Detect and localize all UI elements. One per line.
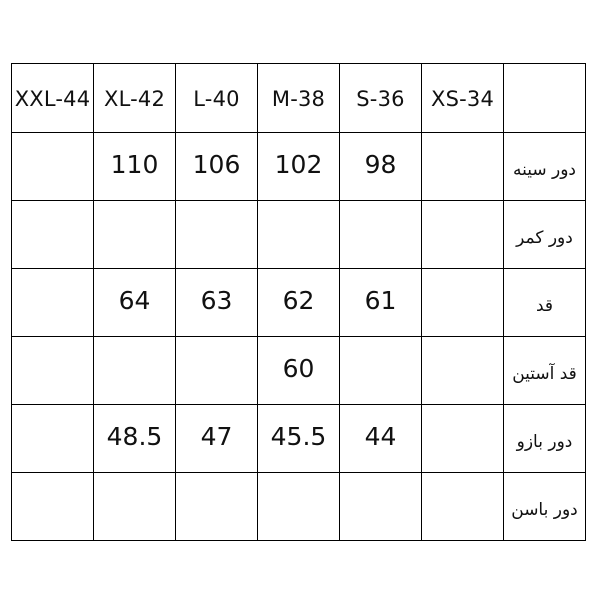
table-cell — [422, 201, 504, 269]
table-cell — [12, 133, 94, 201]
table-row — [12, 473, 586, 541]
table-cell: 106 — [176, 133, 258, 201]
table-cell: 47 — [176, 405, 258, 473]
table-cell: 63 — [176, 269, 258, 337]
table-cell — [12, 473, 94, 541]
table-row — [12, 405, 586, 473]
row-label-cell — [504, 337, 586, 405]
header-cell-l: L-40 — [176, 64, 258, 133]
header-cell-s: S-36 — [340, 64, 422, 133]
row-label: دور کمر — [516, 227, 573, 248]
row-label: قد آستین — [512, 363, 577, 384]
table-cell: 110 — [94, 133, 176, 201]
table-cell: 64 — [94, 269, 176, 337]
table-cell — [258, 473, 340, 541]
table-cell: 60 — [258, 337, 340, 405]
table-row — [12, 269, 586, 337]
header-cell-xl: XL-42 — [94, 64, 176, 133]
table-cell — [422, 269, 504, 337]
row-label-cell — [504, 133, 586, 201]
table-cell — [176, 337, 258, 405]
row-label-cell — [504, 201, 586, 269]
table-cell — [176, 201, 258, 269]
header-cell-xxl: XXL-44 — [12, 64, 94, 133]
row-label-cell — [504, 473, 586, 541]
table-cell — [176, 473, 258, 541]
size-chart-table — [11, 63, 586, 541]
table-cell: 98 — [340, 133, 422, 201]
row-label: دور بازو — [516, 431, 573, 452]
header-cell-xs: XS-34 — [422, 64, 504, 133]
table-cell — [94, 337, 176, 405]
table-cell — [340, 201, 422, 269]
table-cell: 62 — [258, 269, 340, 337]
row-label-cell — [504, 269, 586, 337]
table-cell — [94, 473, 176, 541]
header-row — [12, 64, 586, 133]
table-cell: 61 — [340, 269, 422, 337]
header-cell-m: M-38 — [258, 64, 340, 133]
table-cell — [12, 269, 94, 337]
table-cell — [12, 201, 94, 269]
row-label: قد — [535, 295, 554, 316]
table-cell: 102 — [258, 133, 340, 201]
table-cell — [340, 473, 422, 541]
table-cell — [422, 133, 504, 201]
table-row — [12, 201, 586, 269]
table-cell — [422, 473, 504, 541]
row-label: دور سینه — [512, 159, 576, 180]
table-cell: 45.5 — [258, 405, 340, 473]
table-cell — [94, 201, 176, 269]
table-row — [12, 337, 586, 405]
table-cell — [422, 337, 504, 405]
row-label-cell — [504, 405, 586, 473]
table-cell — [12, 337, 94, 405]
table-cell — [340, 337, 422, 405]
table-cell — [422, 405, 504, 473]
table-cell — [258, 201, 340, 269]
table-row — [12, 133, 586, 201]
table-cell — [12, 405, 94, 473]
row-label: دور باسن — [511, 499, 578, 520]
table-cell: 44 — [340, 405, 422, 473]
header-cell-corner — [504, 64, 586, 133]
table-cell: 48.5 — [94, 405, 176, 473]
